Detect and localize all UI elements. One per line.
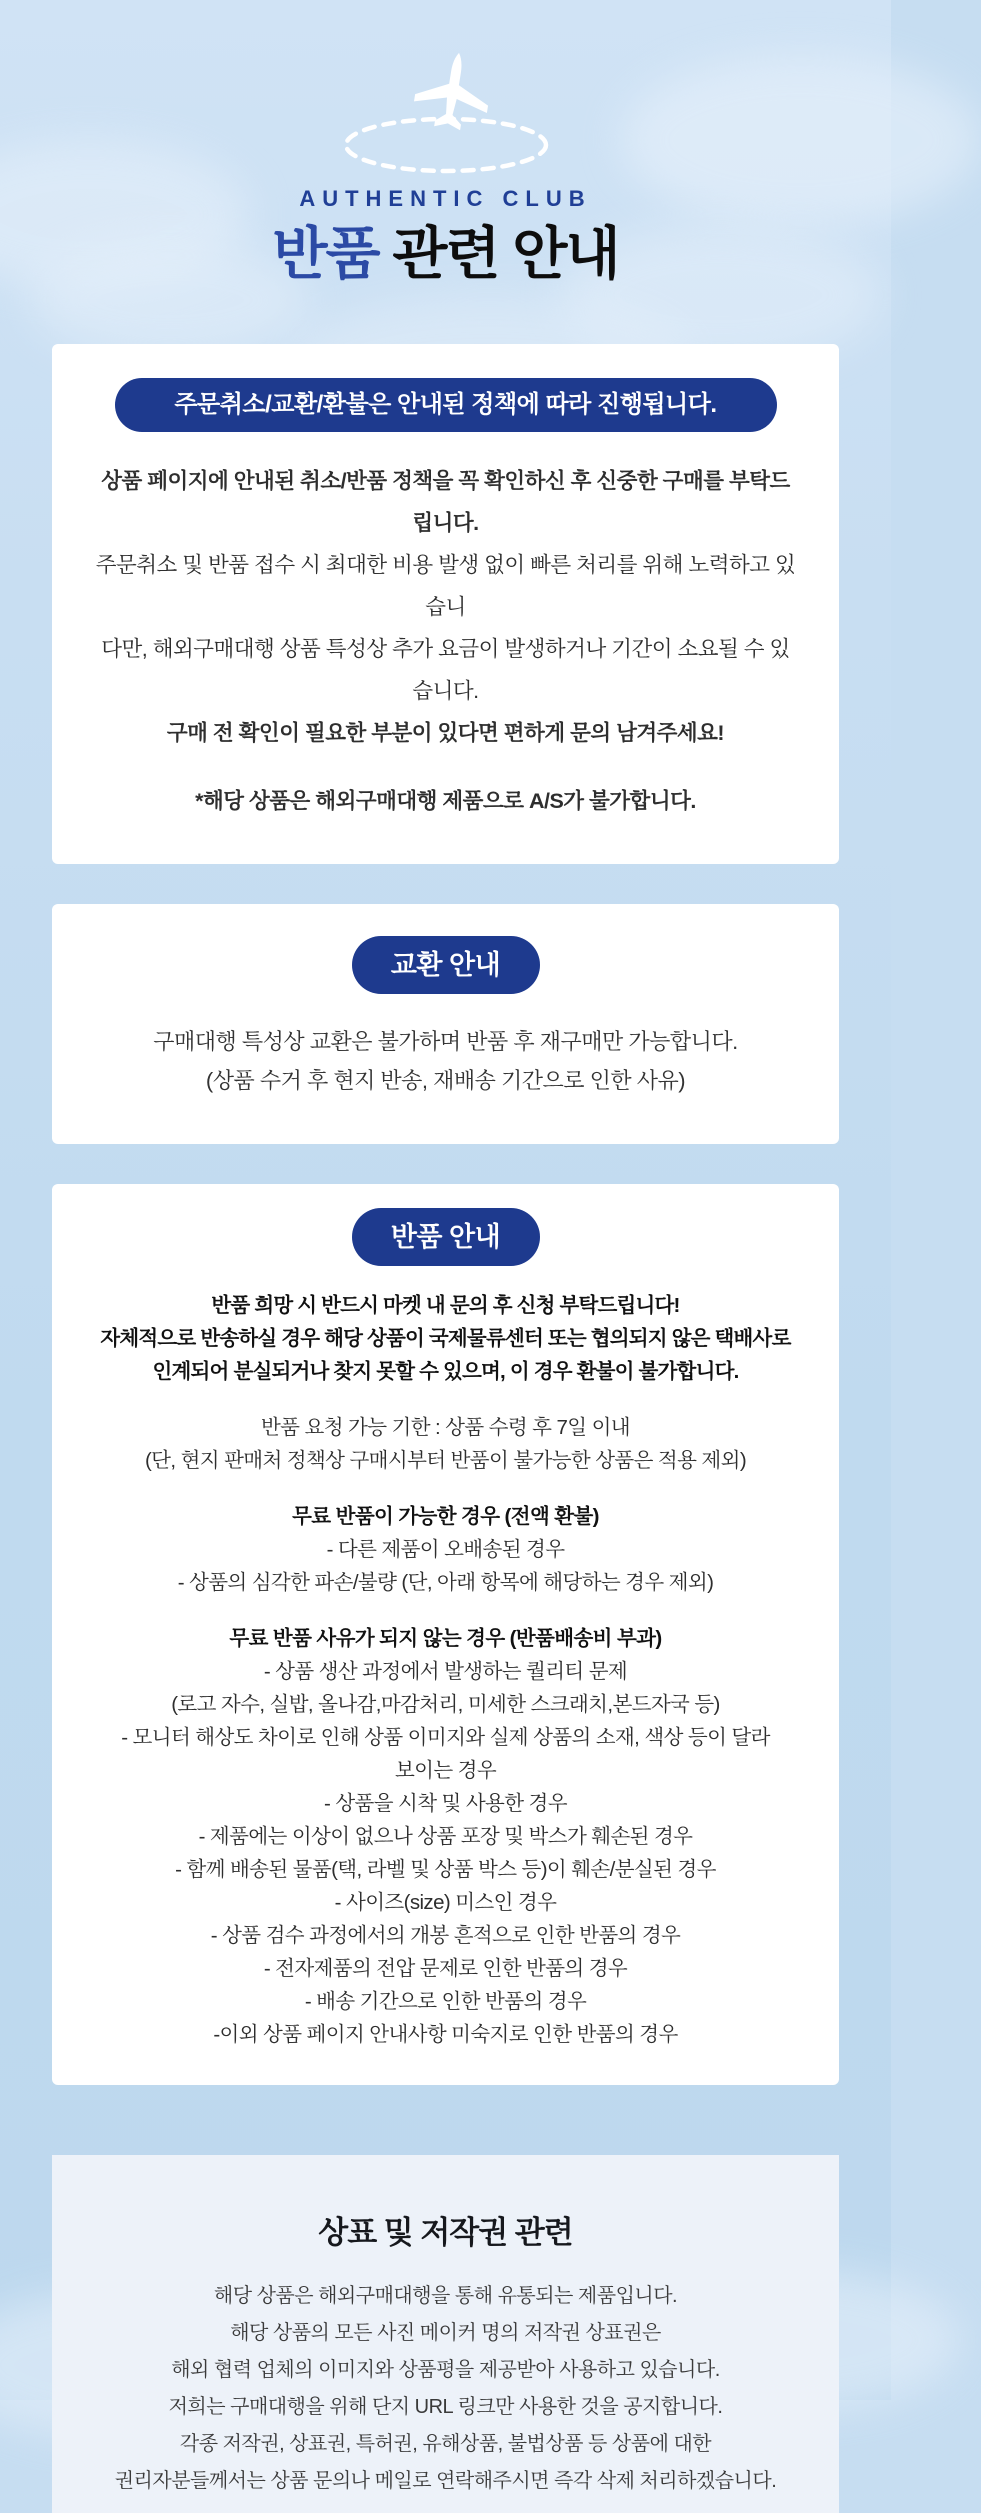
policy-as-note: *해당 상품은 해외구매대행 제품으로 A/S가 불가합니다.: [195, 788, 696, 813]
copyright-title: 상표 및 저작권 관련: [318, 2214, 573, 2250]
paid-return-item: (로고 자수, 실밥, 올나감,마감처리, 미세한 스크래치,본드자국 등): [171, 1692, 720, 1716]
exchange-line: 구매대행 특성상 교환은 불가하며 반품 후 재구매만 가능합니다.: [153, 1028, 738, 1054]
brand-name: AUTHENTIC CLUB: [299, 186, 592, 211]
paid-return-item: - 배송 기간으로 인한 반품의 경우: [304, 1989, 587, 2013]
return-period-line: (단, 현지 판매처 정책상 구매시부터 반품이 불가능한 상품은 적용 제외): [144, 1448, 747, 1472]
policy-contact-line: 구매 전 확인이 필요한 부분이 있다면 편하게 문의 남겨주세요!: [166, 720, 725, 745]
paid-return-item: - 전자제품의 전압 문제로 인한 반품의 경우: [263, 1956, 628, 1980]
policy-pill: 주문취소/교환/환불은 안내된 정책에 따라 진행됩니다.: [115, 378, 777, 432]
airplane-orbit-icon: [311, 50, 581, 178]
paid-return-item: 보이는 경우: [394, 1758, 497, 1782]
copyright-line: 해외 협력 업체의 이미지와 상품평을 제공받아 사용하고 있습니다.: [171, 2358, 720, 2381]
free-return-item: - 상품의 심각한 파손/불량 (단, 아래 항목에 해당하는 경우 제외): [177, 1570, 714, 1594]
header: [0, 0, 891, 288]
page-title-rest: 관련 안내: [378, 222, 619, 286]
copyright-line: 해당 상품의 모든 사진 메이커 명의 저작권 상표권은: [230, 2321, 661, 2344]
paid-return-item: -이외 상품 페이지 안내사항 미숙지로 인한 반품의 경우: [213, 2022, 678, 2046]
return-notice-line: 반품 희망 시 반드시 마켓 내 문의 후 신청 부탁드립니다!: [211, 1293, 680, 1317]
return-badge: 반품 안내: [352, 1208, 540, 1266]
copyright-line: 저희는 구매대행을 위해 단지 URL 링크만 사용한 것을 공지합니다.: [168, 2395, 723, 2418]
return-notice-block: [80, 1289, 811, 1388]
return-notice-line: 자체적으로 반송하실 경우 해당 상품이 국제물류센터 또는 협의되지 않은 택배사로: [100, 1326, 791, 1350]
exchange-badge: 교환 안내: [352, 936, 540, 994]
policy-summary-card: [52, 344, 839, 864]
paid-return-item: - 제품에는 이상이 없으나 상품 포장 및 박스가 훼손된 경우: [198, 1824, 693, 1848]
paid-return-item: - 사이즈(size) 미스인 경우: [334, 1890, 557, 1914]
free-return-block: [80, 1500, 811, 1599]
page-title-highlight: 반품: [272, 222, 379, 286]
policy-line: 주문취소 및 반품 접수 시 최대한 비용 발생 없이 빠른 처리를 위해 노력하고 있습니: [95, 552, 796, 619]
policy-line: 다만, 해외구매대행 상품 특성상 추가 요금이 발생하거나 기간이 소요될 수 있습니다.: [101, 636, 790, 703]
exchange-card: [52, 904, 839, 1144]
paid-return-item: - 상품 생산 과정에서 발생하는 퀄리티 문제: [263, 1659, 628, 1683]
paid-return-block: [80, 1622, 811, 2051]
copyright-card: [52, 2155, 839, 2513]
paid-return-item: - 함께 배송된 물품(택, 라벨 및 상품 박스 등)이 훼손/분실된 경우: [175, 1857, 716, 1881]
copyright-line: 해당 상품은 해외구매대행을 통해 유통되는 제품입니다.: [213, 2284, 678, 2307]
paid-return-item: - 상품 검수 과정에서의 개봉 흔적으로 인한 반품의 경우: [210, 1923, 681, 1947]
paid-return-item: - 모니터 해상도 차이로 인해 상품 이미지와 실제 상품의 소재, 색상 등이 달라: [121, 1725, 770, 1749]
paid-return-title: 무료 반품 사유가 되지 않는 경우 (반품배송비 부과): [229, 1626, 662, 1650]
return-card: [52, 1184, 839, 2085]
paid-return-item: - 상품을 시착 및 사용한 경우: [324, 1791, 567, 1815]
exchange-line: (상품 수거 후 현지 반송, 재배송 기간으로 인한 사유): [205, 1067, 686, 1093]
copyright-line: 각종 저작권, 상표권, 특허권, 유해상품, 불법상품 등 상품에 대한: [179, 2432, 712, 2455]
copyright-line: 권리자분들께서는 상품 문의나 메일로 연락해주시면 즉각 삭제 처리하겠습니다.: [114, 2469, 777, 2492]
free-return-item: - 다른 제품이 오배송된 경우: [326, 1537, 565, 1561]
free-return-title: 무료 반품이 가능한 경우 (전액 환불): [292, 1504, 599, 1528]
page-title: [0, 222, 891, 288]
return-period-line: 반품 요청 가능 기한 : 상품 수령 후 7일 이내: [260, 1415, 630, 1439]
policy-warning-text: 상품 페이지에 안내된 취소/반품 정책을 꼭 확인하신 후 신중한 구매를 부탁드립니다.: [101, 468, 790, 535]
return-notice-line: 인계되어 분실되거나 찾지 못할 수 있으며, 이 경우 환불이 불가합니다.: [152, 1359, 739, 1383]
return-period-block: [80, 1411, 811, 1477]
